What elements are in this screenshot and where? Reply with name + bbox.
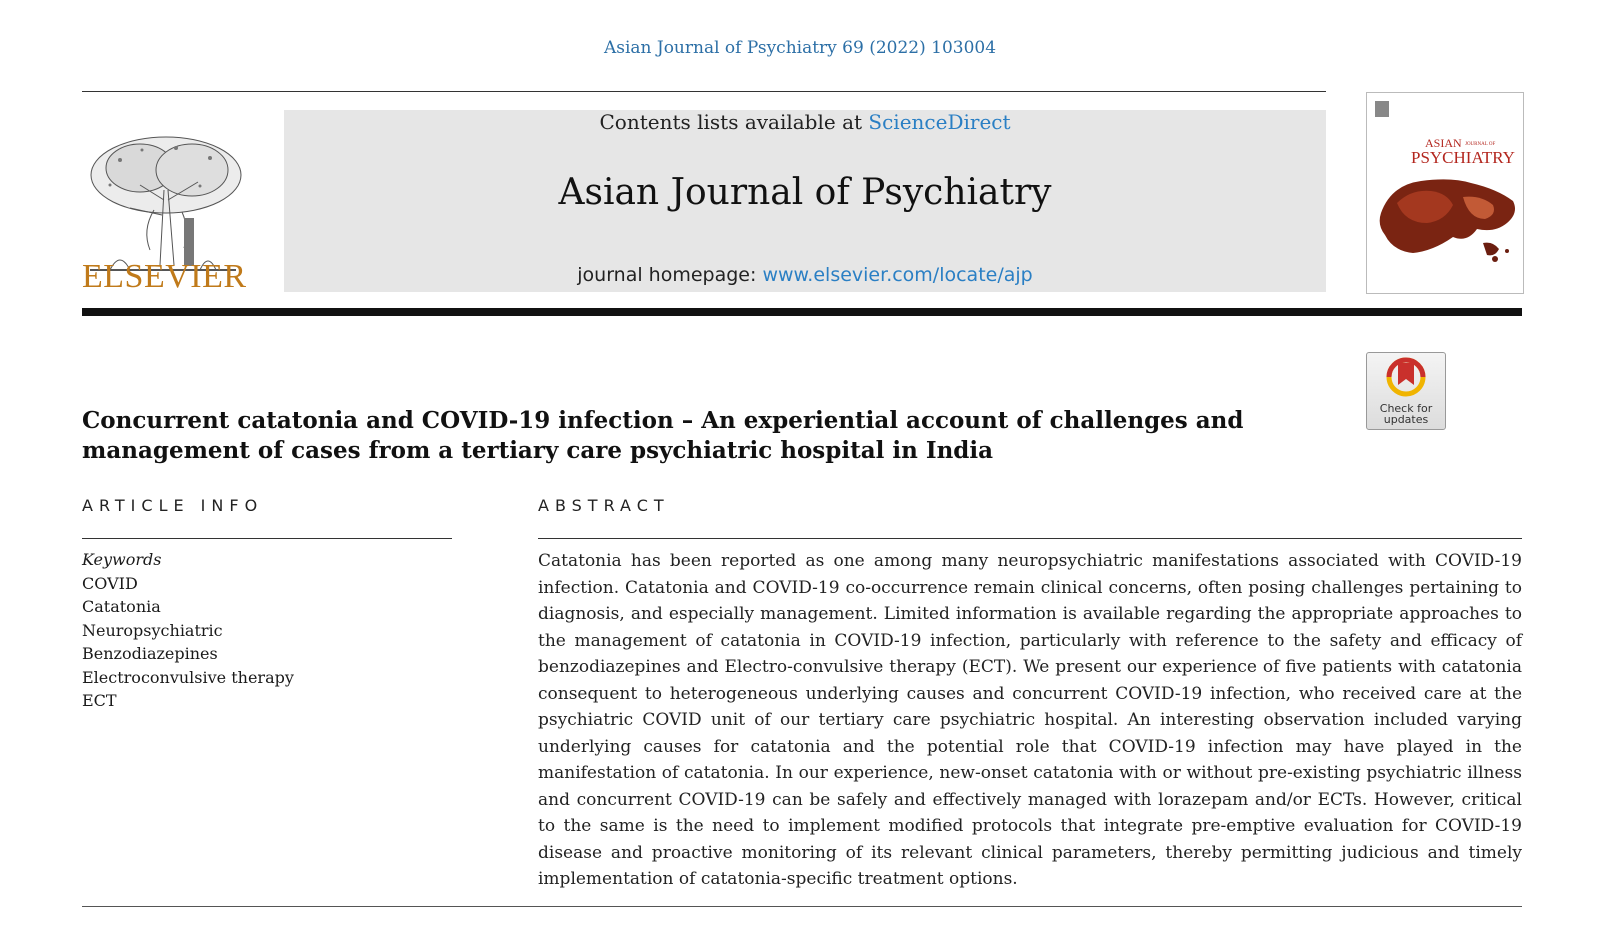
homepage-link[interactable]: www.elsevier.com/locate/ajp [762,264,1033,286]
keyword-item[interactable]: Electroconvulsive therapy [82,667,294,687]
journal-title: Asian Journal of Psychiatry [558,172,1052,213]
cover-artwork [1367,93,1523,293]
keywords-label: Keywords [82,550,162,569]
sciencedirect-link[interactable]: ScienceDirect [868,110,1011,134]
homepage-prefix: journal homepage: [577,264,763,286]
contents-line [284,110,1326,134]
cover-elsevier-mark [1375,101,1389,117]
keyword-item[interactable]: Benzodiazepines [82,644,218,663]
header-divider [82,91,1326,92]
check-updates-icon [1367,353,1445,399]
footer-rule [82,906,1522,907]
contents-prefix: Contents lists available at [599,110,869,134]
elsevier-wordmark[interactable]: ELSEVIER [82,258,247,295]
journal-cover[interactable] [1366,92,1524,294]
check-for-updates-button[interactable] [1366,352,1446,430]
journal-citation[interactable]: Asian Journal of Psychiatry 69 (2022) 103004 [603,38,997,58]
keyword-item[interactable]: Neuropsychiatric [82,620,223,640]
keyword-item[interactable]: ECT [82,691,117,710]
article-title: Concurrent catatonia and COVID-19 infection – An experiential account of challenges and management of cases from a tertiary care psychiatric hospital in India [82,407,1244,464]
keyword-item[interactable]: Catatonia [82,597,161,616]
abstract-rule [538,538,1522,539]
homepage-line [284,264,1326,286]
article-info-rule [82,538,452,539]
cover-title-journal-of: JOURNAL OF [1465,142,1496,147]
article-info-heading: ARTICLE INFO [82,496,264,515]
abstract-text: Catatonia has been reported as one among many neuropsychiatric manifestations associated with COVID-19 infection. Catatonia and COVID-19 co-occurrence remain clinical concerns, often posing challenges pertaining to diagnosis, and especially management. Limited information is available regarding the appropriate approaches to the management of catatonia in COVID-19 infection, particularly with reference to the safety and efficacy of benzodiazepines and Electro-convulsive therapy (ECT). We present our experience of five patients with catatonia consequent to heterogeneous underlying causes and concurrent COVID-19 infection, who received care at the psychiatric COVID unit of our tertiary care psychiatric hospital. An interesting observation included varying underlying causes for catatonia and the potential role that COVID-19 infection may have played in the manifestation of catatonia. In our experience, new-onset catatonia with or without pre-existing psychiatric illness and concurrent COVID-19 can be safely and effectively managed with lorazepam and/or ECTs. However, critical to the same is the need to implement modified protocols that integrate pre-emptive evaluation for COVID-19 disease and proactive monitoring of its relevant clinical parameters, thereby permitting judicious and timely implementation of catatonia-specific treatment options. [538,551,1522,889]
cover-title-asian: ASIAN [1425,136,1462,150]
check-for-updates-label: Check for updates [1379,402,1433,426]
keyword-item[interactable]: COVID [82,573,138,593]
abstract-heading: ABSTRACT [538,496,670,515]
keywords-list [82,548,294,713]
banner-bottom-rule [82,308,1522,316]
cover-title-psychiatry: PSYCHIATRY [1411,148,1515,167]
cover-map-illustration [1380,179,1515,262]
